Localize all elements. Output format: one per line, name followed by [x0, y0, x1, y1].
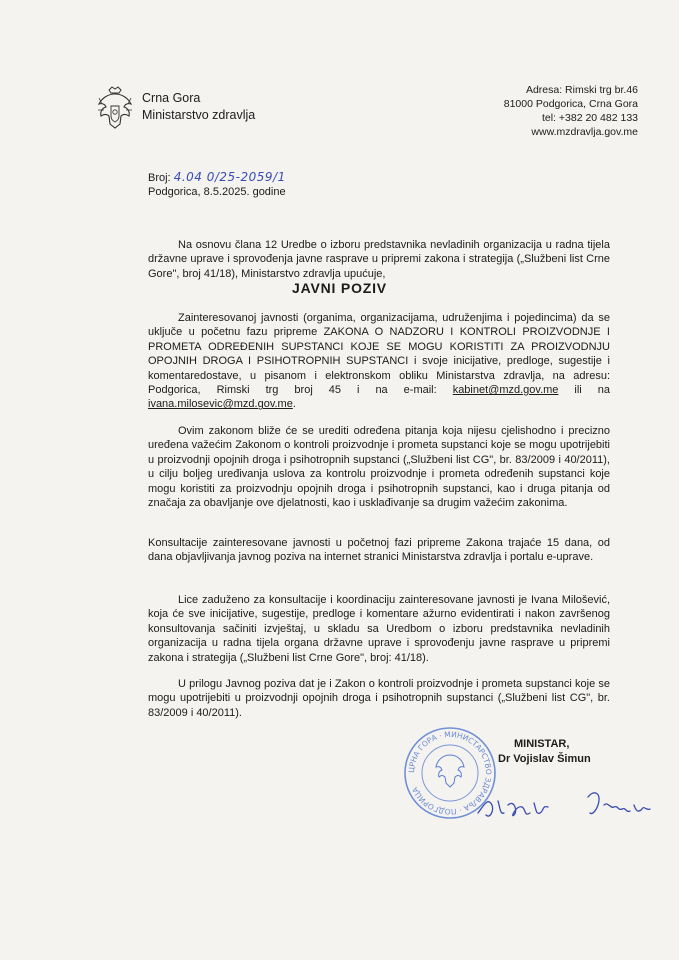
- place-date: Podgorica, 8.5.2025. godine: [148, 186, 286, 198]
- reference-number: 4.04 0/25-2059/1: [173, 170, 286, 184]
- responsible-person-text: Lice zaduženo za konsultacije i koordinaciju zainteresovane javnosti je Ivana Milošević, koja će sve inicijative, sugestije, predloge i komentare ažurno evidentirati i nakon završenog konsultovanja sačiniti izvještaj, u skladu sa Uredbom o izboru predstavnika nevladinih organizacija u radna tijela organa državne uprave i sprovođenju javne rasprave u pripremi zakona i strategija („Službeni list Crne Gore", broj: 41/18).: [148, 594, 610, 664]
- attachment-paragraph: [148, 677, 610, 720]
- intro-paragraph: [148, 238, 610, 281]
- signature-block: [498, 737, 591, 767]
- invitation-text: Zainteresovanoj javnosti (organima, organizacijama, udruženjima i pojedincima) da se uključe u početnu fazu pripreme ZAKONA O NADZORU I KONTROLI PROIZVODNJE I PROMETA ODREĐENIH SUPSTANCI KOJE SE MOGU KORISTITI ZA PROIZVODNJU OPOJNIH DROGA I PSIHOTROPNIH SUPSTANCI i svoje inicijative, predloge, sugestije i komentaredostave, u pisanom i elektronskom obliku Ministarstva zdravlja, na adresu: Podgorica, Rimski trg broj 45 i na e-mail:: [148, 312, 610, 397]
- ministry-header: [96, 86, 255, 130]
- country-name: Crna Gora: [142, 91, 201, 105]
- connector-text: ili na: [574, 384, 610, 397]
- ministry-name: Ministarstvo zdravlja: [142, 108, 256, 122]
- consultation-duration-text: Konsultacije zainteresovane javnosti u početnoj fazi pripreme Zakona trajaće 15 dana, od dana objavljivanja javnog poziva na internet stranici Ministarstva zdravlja i portalu e-uprave.: [148, 537, 610, 564]
- attachment-text: U prilogu Javnog poziva dat je i Zakon o kontroli proizvodnje i prometa supstanci koje se mogu upotrijebiti u proizvodnji opojnih droga i psihotropnih supstanci („Službeni list CG", br. 83/2009 i 40/2011).: [148, 678, 610, 719]
- consultation-duration-paragraph: [148, 536, 610, 565]
- website-line: www.mzdravlja.gov.me: [531, 126, 638, 138]
- city-line: 81000 Podgorica, Crna Gora: [503, 98, 638, 110]
- reference-block: [148, 170, 286, 199]
- handwritten-signature: [470, 775, 670, 831]
- reference-label: Broj:: [148, 172, 171, 184]
- invitation-paragraph: [148, 311, 610, 412]
- stamp-lettering: ЦРНА ГОРА · МИНИСТАРСТВО ЗДРАВЉА · ПОДГОРИЦА: [406, 729, 494, 817]
- law-purpose-text: Ovim zakonom bliže će se urediti određena pitanja koja nijesu cjelishodno i precizno uređena važećim Zakonom o kontroli proizvodnje i prometa supstanci koje se mogu upotrijebiti u proizvodnji opojnih droga i psihotropnih supstanci („Službeni list CG", br. 83/2009 i 40/2011), u cilju boljeg uređivanja uslova za kontrolu proizvodnje i prometa određenih supstanci koje mogu koristiti za proizvodnju opojnih droga i psihotropnih supstanci, kao i druga pitanja od značaja za obavljanje ove djelatnosti, kao i usklađivanje sa drugim važećim zakonima.: [148, 425, 610, 510]
- email-ivana-link[interactable]: ivana.milosevic@mzd.gov.me: [148, 398, 293, 411]
- responsible-person-paragraph: [148, 593, 610, 665]
- law-purpose-paragraph: [148, 424, 610, 510]
- coat-of-arms-icon: [96, 86, 134, 130]
- signatory-role: MINISTAR,: [514, 738, 570, 750]
- signatory-name: Dr Vojislav Šimun: [498, 753, 591, 765]
- intro-text: Na osnovu člana 12 Uredbe o izboru predstavnika nevladinih organizacija u radna tijela državne uprave i sprovođenja javne rasprave u pripremi zakona i strategija („Službeni list Crne Gore", broj 41/18), Ministarstvo zdravlja upućuje,: [148, 239, 610, 280]
- address-line: Adresa: Rimski trg br.46: [525, 84, 638, 96]
- email-kabinet-link[interactable]: kabinet@mzd.gov.me: [452, 384, 559, 397]
- phone-line: tel: +382 20 482 133: [541, 112, 638, 124]
- document-title: JAVNI POZIV: [292, 280, 387, 296]
- contact-block: [478, 83, 638, 139]
- period: .: [292, 398, 296, 411]
